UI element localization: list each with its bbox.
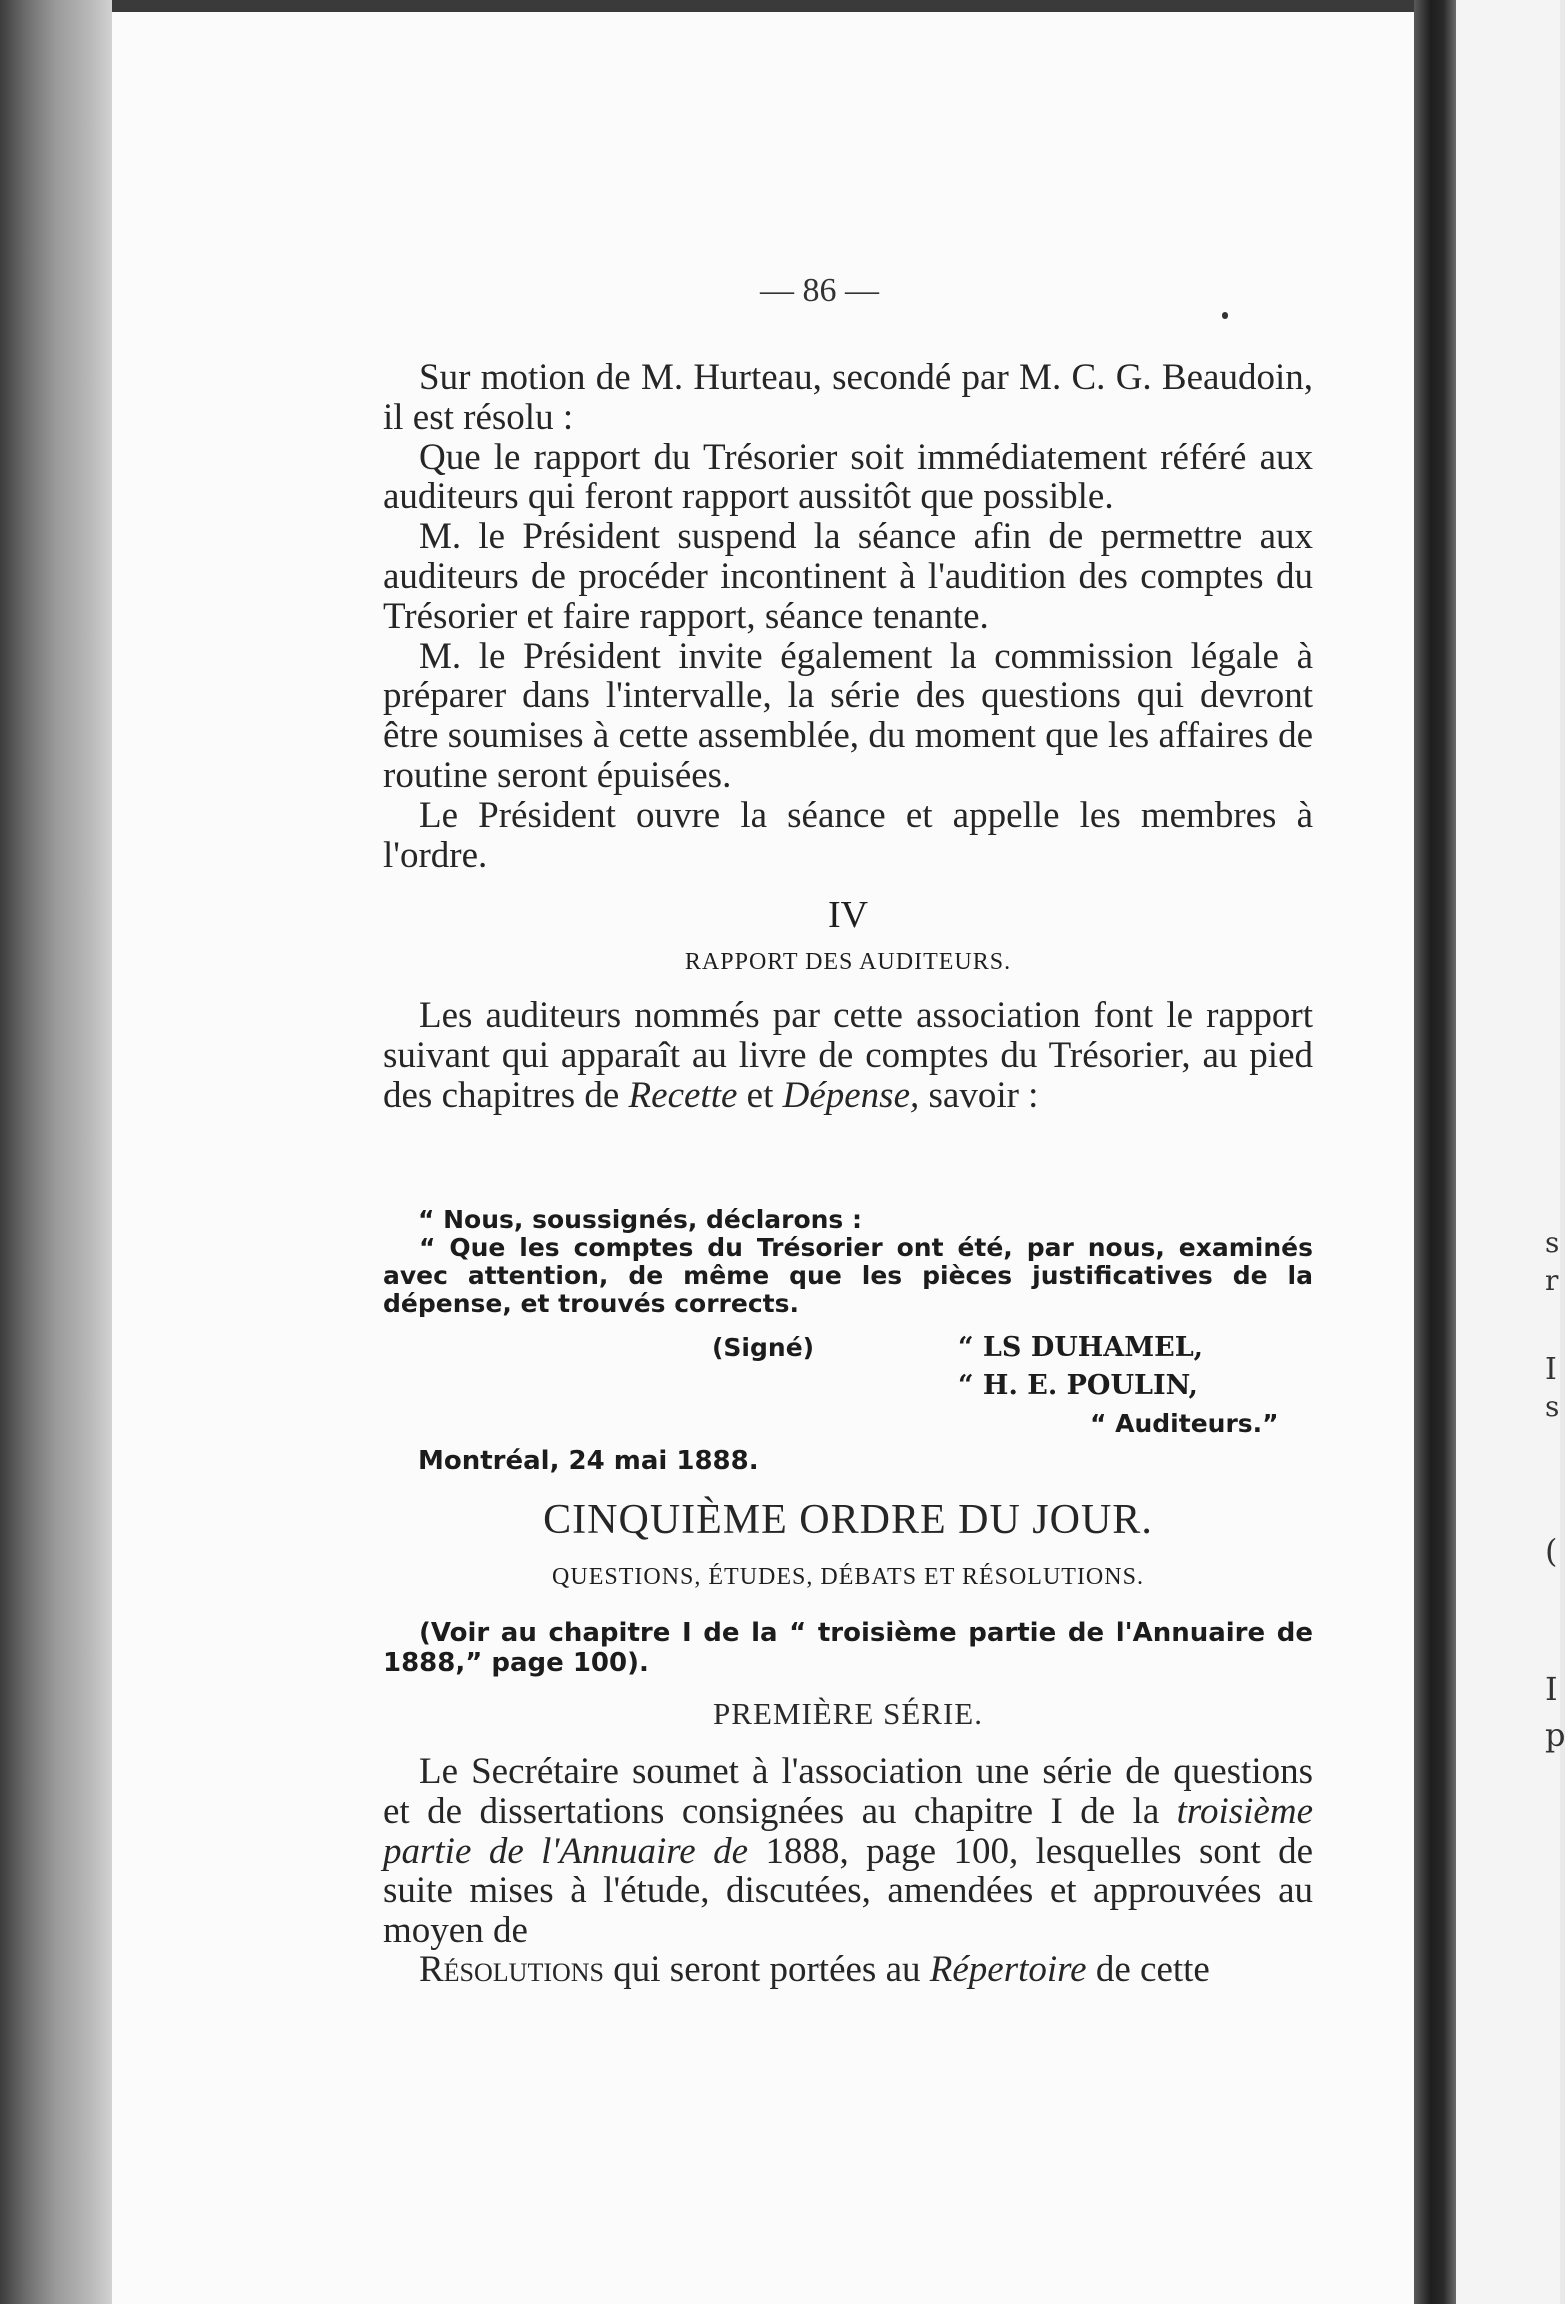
- paragraph: Sur motion de M. Hurteau, secondé par M. C. G. Beaudoin, il est résolu :: [383, 357, 1313, 438]
- paragraph: Le Président ouvre la séance et appelle les membres à l'ordre.: [383, 794, 1313, 876]
- book-gutter: [1414, 0, 1456, 2304]
- scan-top-edge: [0, 0, 1560, 12]
- adjacent-page: [1456, 0, 1560, 2304]
- signature-poulin: “ H. E. POULIN,: [958, 1370, 1198, 1401]
- reference-note: (Voir au chapitre I de la “ troisième partie de l'Annuaire de 1888,” page 100).: [383, 1618, 1313, 1678]
- adjacent-page-fragment: I: [1545, 1352, 1557, 1387]
- adjacent-page-fragment: r: [1545, 1264, 1559, 1297]
- paragraph: M. le Président suspend la séance afin de permettre aux auditeurs de procéder incontinent à l'audition des comptes du Trésorier et faire rapport, séance tenante.: [383, 516, 1313, 637]
- order-title: CINQUIÈME ORDRE DU JOUR.: [543, 1497, 1153, 1543]
- secretary-paragraph: [383, 1752, 1313, 1951]
- adjacent-page-fragment: p: [1545, 1716, 1565, 1754]
- adjacent-page-fragment: s: [1545, 1226, 1560, 1259]
- book-left-edge: [0, 0, 112, 2304]
- place-date: Montréal, 24 mai 1888.: [418, 1446, 759, 1476]
- section-numeral: IV: [827, 894, 869, 937]
- paragraph: Que le rapport du Trésorier soit immédiatement référé aux auditeurs qui feront rapport aussitôt que possible.: [383, 436, 1313, 518]
- last-line-text: de cette: [1086, 1949, 1210, 1990]
- signature-duhamel: “ LS DUHAMEL,: [958, 1332, 1204, 1363]
- auditors-text: Les auditeurs nommés par cette association font le rapport suivant qui apparaît au livre de comptes du Trésorier, au pied des chapitres de: [383, 995, 1313, 1116]
- last-line-text: qui seront portées au: [604, 1949, 930, 1990]
- text-block-top: [383, 358, 1313, 1116]
- recette-label: Recette: [628, 1074, 738, 1116]
- depense-label: Dépense,: [782, 1074, 920, 1116]
- declaration-line1: “ Nous, soussignés, déclarons :: [418, 1205, 863, 1234]
- auditors-text: et: [737, 1074, 783, 1116]
- auditors-text: savoir :: [919, 1074, 1039, 1116]
- auditors-paragraph: [383, 996, 1313, 1115]
- last-line: [383, 1950, 1313, 1990]
- secretary-text: 1888, page 100, lesquelles sont de suite mises à l'étude, discutées, amendées et approuvées au moyen de: [383, 1830, 1313, 1952]
- adjacent-page-fragment: (: [1545, 1532, 1558, 1570]
- resolutions-label: Résolutions: [419, 1949, 605, 1990]
- signature-role: “ Auditeurs.”: [1090, 1409, 1279, 1438]
- declaration-line2: “ Que les comptes du Trésorier ont été, par nous, examinés avec attention, de même que les pièces justificatives de la dépense, et trouvés corrects.: [383, 1233, 1313, 1318]
- adjacent-page-fragment: I: [1545, 1670, 1558, 1708]
- signed-label: (Signé): [712, 1333, 815, 1362]
- section-title: RAPPORT DES AUDITEURS.: [684, 949, 1012, 976]
- repertoire-label: Répertoire: [929, 1949, 1087, 1990]
- paragraph: M. le Président invite également la commission légale à préparer dans l'intervalle, la série des questions qui devront être soumises à cette assemblée, du moment que les affaires de routine seront épuisées.: [383, 635, 1313, 796]
- ink-speck: [1222, 312, 1228, 319]
- series-title: PREMIÈRE SÉRIE.: [713, 1696, 983, 1731]
- secretary-text: Le Secrétaire soumet à l'association une série de questions et de dissertations consignées au chapitre I de la: [383, 1751, 1313, 1832]
- adjacent-page-fragment: s: [1545, 1390, 1560, 1423]
- page-number: — 86 —: [760, 272, 879, 309]
- annuaire-title: troisième partie de l'Annuaire de: [383, 1790, 1313, 1872]
- order-subtitle: QUESTIONS, ÉTUDES, DÉBATS ET RÉSOLUTIONS.: [552, 1564, 1144, 1590]
